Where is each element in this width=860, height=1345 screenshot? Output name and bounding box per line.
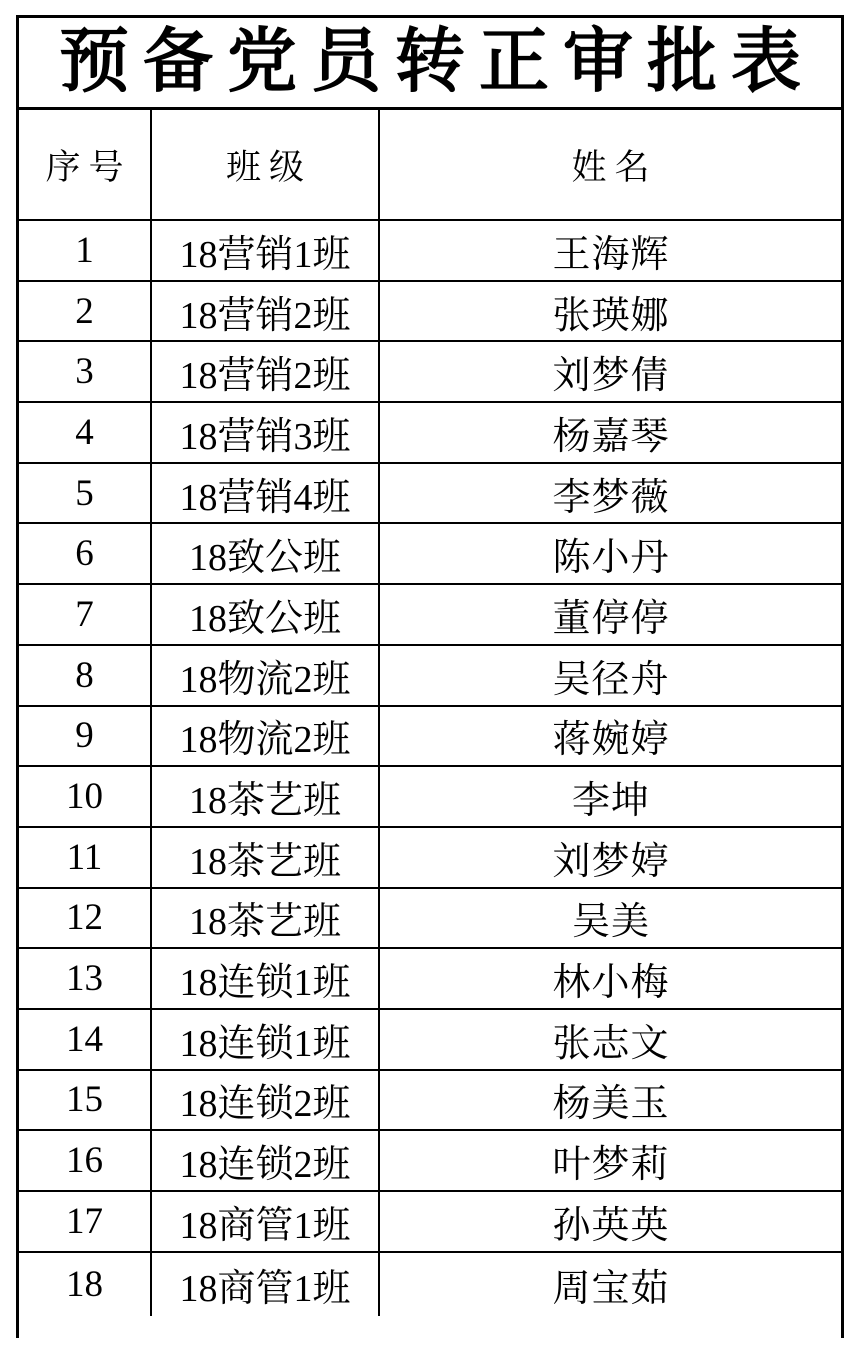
class-cell: 18致公班 <box>152 585 380 644</box>
name-cell: 刘梦倩 <box>552 355 670 398</box>
class-cell: 18营销2班 <box>152 342 380 401</box>
row-number-cell: 13 <box>19 949 152 1008</box>
name-cell: 吴径舟 <box>552 658 670 701</box>
row-number-cell: 16 <box>19 1131 152 1190</box>
class-cell: 18连锁2班 <box>152 1071 380 1130</box>
class-cell: 18商管1班 <box>152 1253 380 1316</box>
class-cell: 18致公班 <box>152 524 380 583</box>
row-number-cell: 17 <box>19 1192 152 1251</box>
class-cell: 18茶艺班 <box>152 828 380 887</box>
name-cell: 张志文 <box>552 1022 670 1065</box>
class-cell: 18营销2班 <box>152 282 380 341</box>
name-cell: 王海辉 <box>552 233 670 276</box>
class-cell: 18营销3班 <box>152 403 380 462</box>
name-cell: 张瑛娜 <box>552 294 670 337</box>
row-number-cell: 9 <box>19 707 152 766</box>
table-row <box>19 707 841 768</box>
row-number-cell: 7 <box>19 585 152 644</box>
name-cell: 林小梅 <box>552 962 670 1005</box>
name-cell: 李梦薇 <box>552 476 670 519</box>
page-title: 预备党员转正审批表 <box>59 23 815 101</box>
class-cell: 18连锁1班 <box>152 949 380 1008</box>
header-cell-class: 班级 <box>152 110 380 219</box>
name-cell: 周宝茹 <box>552 1267 670 1310</box>
table-row <box>19 585 841 646</box>
class-cell: 18物流2班 <box>152 646 380 705</box>
name-cell: 陈小丹 <box>552 537 670 580</box>
class-cell: 18商管1班 <box>152 1192 380 1251</box>
table-row <box>19 828 841 889</box>
table-row <box>19 1131 841 1192</box>
class-cell: 18营销1班 <box>152 221 380 280</box>
name-cell: 杨美玉 <box>552 1083 670 1126</box>
header-cell-number: 序号 <box>19 110 152 219</box>
class-cell: 18连锁2班 <box>152 1131 380 1190</box>
row-number-cell: 12 <box>19 889 152 948</box>
table-row <box>19 1253 841 1316</box>
name-cell: 叶梦莉 <box>552 1144 670 1187</box>
class-cell: 18营销4班 <box>152 464 380 523</box>
row-number-cell: 6 <box>19 524 152 583</box>
table-row <box>19 342 841 403</box>
name-cell: 杨嘉琴 <box>552 415 670 458</box>
class-cell: 18茶艺班 <box>152 767 380 826</box>
row-number-cell: 4 <box>19 403 152 462</box>
row-number-cell: 8 <box>19 646 152 705</box>
table-row <box>19 646 841 707</box>
row-number-cell: 3 <box>19 342 152 401</box>
approval-table <box>16 15 844 1338</box>
name-cell: 董停停 <box>552 597 670 640</box>
header-cell-name: 姓名 <box>571 147 658 187</box>
class-cell: 18茶艺班 <box>152 889 380 948</box>
row-number-cell: 2 <box>19 282 152 341</box>
title-row <box>19 18 841 110</box>
table-row <box>19 282 841 343</box>
table-row <box>19 1192 841 1253</box>
table-row <box>19 464 841 525</box>
table-row <box>19 889 841 950</box>
name-cell: 李坤 <box>571 780 650 823</box>
table-row <box>19 949 841 1010</box>
name-cell: 刘梦婷 <box>552 840 670 883</box>
class-cell: 18物流2班 <box>152 707 380 766</box>
class-cell: 18连锁1班 <box>152 1010 380 1069</box>
name-cell: 蒋婉婷 <box>552 719 670 762</box>
row-number-cell: 18 <box>19 1253 152 1316</box>
name-cell: 孙英英 <box>552 1204 670 1247</box>
name-cell: 吴美 <box>571 901 650 944</box>
table-row <box>19 221 841 282</box>
row-number-cell: 1 <box>19 221 152 280</box>
row-number-cell: 15 <box>19 1071 152 1130</box>
row-number-cell: 14 <box>19 1010 152 1069</box>
table-row <box>19 1071 841 1132</box>
row-number-cell: 11 <box>19 828 152 887</box>
table-header-row <box>19 110 841 221</box>
table-row <box>19 767 841 828</box>
table-row <box>19 524 841 585</box>
row-number-cell: 10 <box>19 767 152 826</box>
row-number-cell: 5 <box>19 464 152 523</box>
table-row <box>19 1010 841 1071</box>
table-row <box>19 403 841 464</box>
